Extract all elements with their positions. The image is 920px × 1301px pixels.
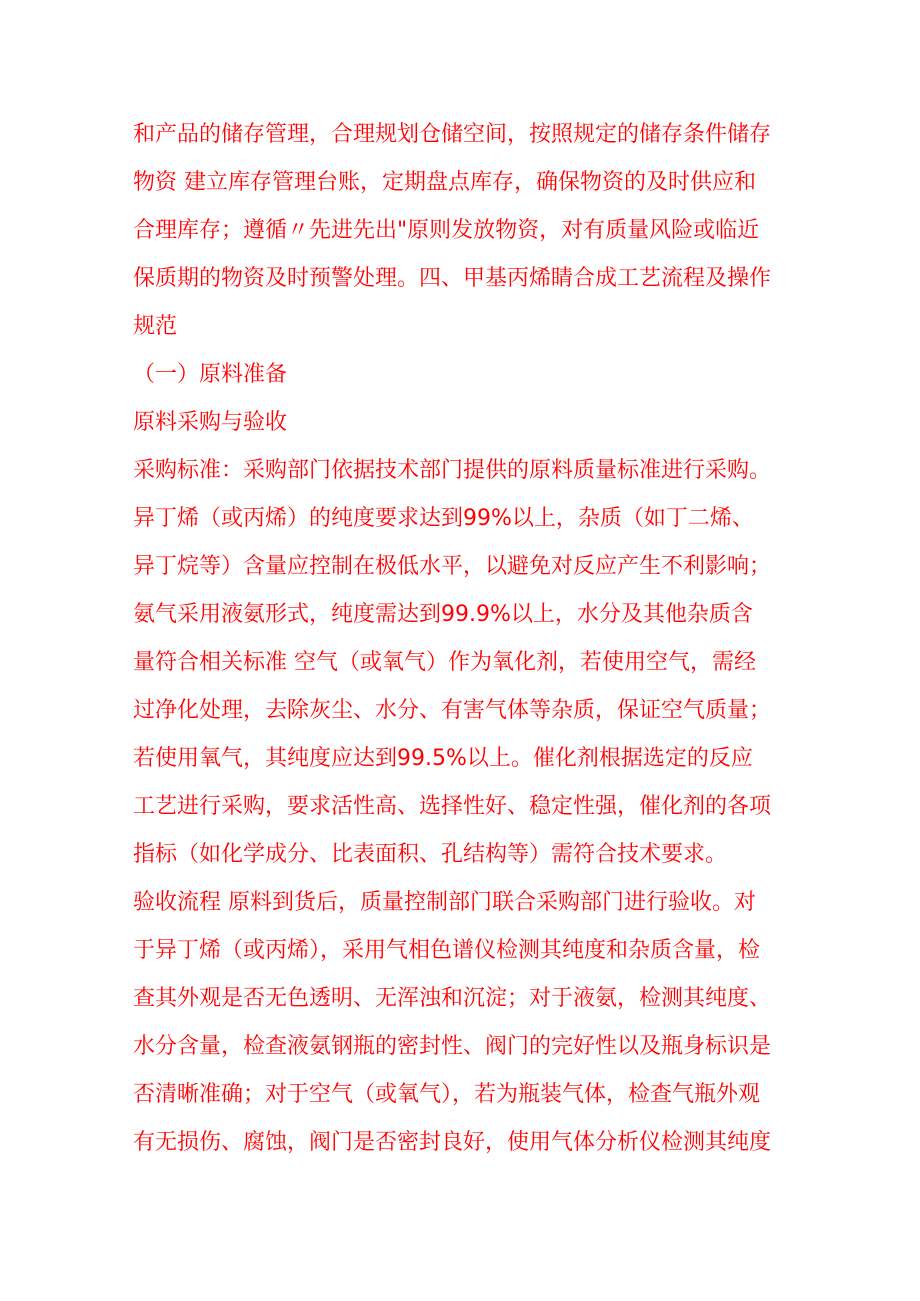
text-line: 保质期的物资及时预警处理。四、甲基丙烯睛合成工艺流程及操作 [133, 266, 772, 291]
text-line: 规范 [133, 314, 178, 339]
text-line: 否清晰准确；对于空气（或氧气），若为瓶装气体，检查气瓶外观 [133, 1082, 761, 1107]
text-line: 查其外观是否无色透明、无浑浊和沉淀；对于液氨，检测其纯度、 [133, 986, 772, 1011]
text-line: 异丁烷等）含量应控制在极低水平，以避免对反应产生不利影响； [133, 554, 772, 579]
text-line: 采购标准：采购部门依据技术部门提供的原料质量标准进行采购。 [133, 458, 772, 483]
text-line: 验收流程 原料到货后，质量控制部门联合采购部门进行验收。对 [133, 890, 756, 915]
section-heading: （一）原料准备 [133, 362, 288, 387]
text-line: 量符合相关标准 空气（或氧气）作为氧化剂，若使用空气，需经 [133, 650, 756, 675]
text-line: 物资 建立库存管理台账，定期盘点库存，确保物资的及时供应和 [133, 170, 756, 195]
body-text [133, 111, 801, 1167]
text-line: 若使用氧气，其纯度应达到99.5%以上。催化剂根据选定的反应 [133, 746, 753, 771]
text-line: 异丁烯（或丙烯）的纯度要求达到99%以上，杂质（如丁二烯、 [133, 506, 754, 531]
text-line: 合理库存；遵循〃先进先出"原则发放物资，对有质量风险或临近 [133, 218, 760, 243]
subsection-heading: 原料采购与验收 [133, 410, 288, 435]
text-line: 水分含量，检查液氨钢瓶的密封性、阀门的完好性以及瓶身标识是 [133, 1034, 772, 1059]
text-line: 于异丁烯（或丙烯），采用气相色谱仪检测其纯度和杂质含量，检 [133, 938, 761, 963]
text-line: 和产品的储存管理，合理规划仓储空间，按照规定的储存条件储存 [133, 122, 772, 147]
text-line: 氨气采用液氨形式，纯度需达到99.9%以上，水分及其他杂质含 [133, 602, 753, 627]
text-line: 指标（如化学成分、比表面积、孔结构等）需符合技术要求。 [133, 842, 728, 867]
text-line: 过净化处理，去除灰尘、水分、有害气体等杂质，保证空气质量； [133, 698, 772, 723]
text-line: 工艺进行采购，要求活性高、选择性好、稳定性强，催化剂的各项 [133, 794, 772, 819]
text-line: 有无损伤、腐蚀，阀门是否密封良好，使用气体分析仪检测其纯度 [133, 1130, 772, 1155]
